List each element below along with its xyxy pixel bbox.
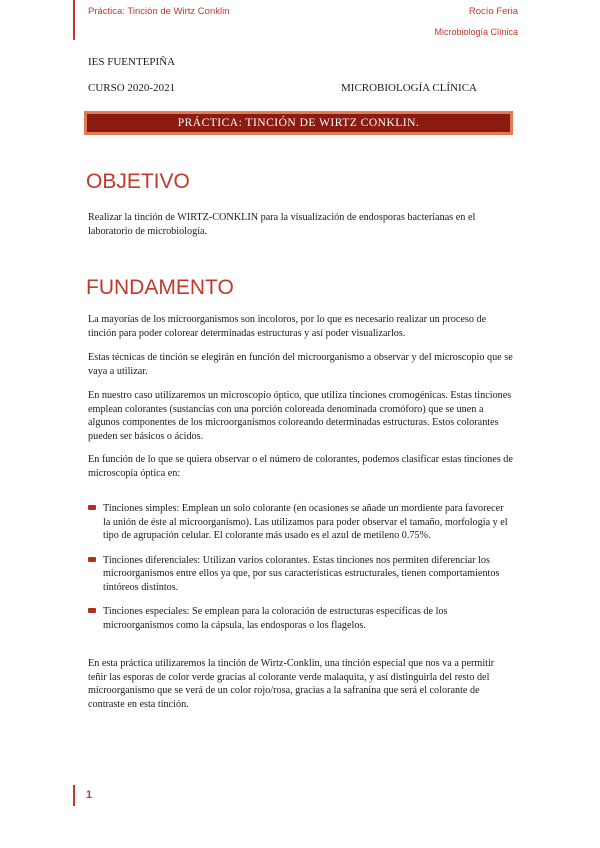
page-number: 1 xyxy=(86,789,93,801)
closing-paragraph: En esta práctica utilizaremos la tinción de Wirtz-Conklin, una tinción especial que nos va a permitir teñir las esporas de color verde gracias al colorante verde malaquita, y así distinguirla del resto del microorganismo que se verá de un color rojo/rosa, gracias a la safranina que será el colorante de contraste en esta tinción. xyxy=(88,658,495,710)
list-item xyxy=(88,554,513,595)
header-subject: Microbiología Clínica xyxy=(434,27,518,37)
bullet-icon xyxy=(88,608,96,613)
title-banner xyxy=(84,111,513,135)
list-item xyxy=(88,605,513,632)
paragraph: La mayorías de los microorganismos son incoloros, por lo que es necesario realizar un proceso de tinción para poder colorear determinadas estructuras y así poder visualizarlos. xyxy=(88,314,487,339)
paragraph: Estas técnicas de tinción se elegirán en función del microorganismo a observar y del microscopio que se vaya a utilizar. xyxy=(88,352,513,377)
objective-heading: OBJETIVO xyxy=(86,170,190,193)
list-item-text: Tinciones simples: Emplean un solo colorante (en ocasiones se añade un mordiente para favorecer la unión de éste al microorganismo). Las utilizamos para poder observar el tamaño, morfología y el tipo de agrupación celular. El colorante más usado es el azul de metileno 0.75%. xyxy=(103,503,508,541)
course-year: CURSO 2020-2021 xyxy=(88,82,176,94)
paragraph: En función de lo que se quiera observar o el número de colorantes, podemos clasificar estas tinciones de microscopía óptica en: xyxy=(88,454,513,479)
fundamento-heading: FUNDAMENTO xyxy=(86,276,234,299)
subject-name: MICROBIOLOGÍA CLÍNICA xyxy=(341,82,477,94)
stain-types-list xyxy=(88,502,513,643)
list-item-text: Tinciones especiales: Se emplean para la coloración de estructuras específicas de los microorganismos como la cápsula, las endosporas o los flagelos. xyxy=(103,606,448,631)
school-name: IES FUENTEPIÑA xyxy=(88,56,176,68)
footer-accent-bar xyxy=(73,785,75,806)
list-item-text: Tinciones diferenciales: Utilizan varios colorantes. Estas tinciones nos permiten diferenciar los microorganismos entre ellos ya que, por sus características estructurales, tienen comportamientos tintóreos distintos. xyxy=(103,554,500,593)
banner-title: PRÁCTICA: TINCIÓN DE WIRTZ CONKLIN. xyxy=(87,114,510,132)
bullet-icon xyxy=(88,557,96,562)
objective-text: Realizar la tinción de WIRTZ-CONKLIN para la visualización de endosporas bacterianas en el laboratorio de microbiología. xyxy=(88,212,476,237)
header-document-title: Práctica: Tinción de Wirtz Conklin xyxy=(88,6,230,17)
header-author: Rocío Feria xyxy=(468,6,518,17)
paragraph: En nuestro caso utilizaremos un microscopio óptico, que utiliza tinciones cromogénicas. Estas tinciones emplean colorantes (sustancias con una porción coloreada denominada cromóforo) que se unen a algunos componentes de los microorganismos coloreando determinadas estructuras. Estos colorantes pueden ser básicos o ácidos. xyxy=(88,390,512,442)
bullet-icon xyxy=(88,505,96,510)
list-item xyxy=(88,502,513,543)
header-accent-bar xyxy=(73,0,75,40)
